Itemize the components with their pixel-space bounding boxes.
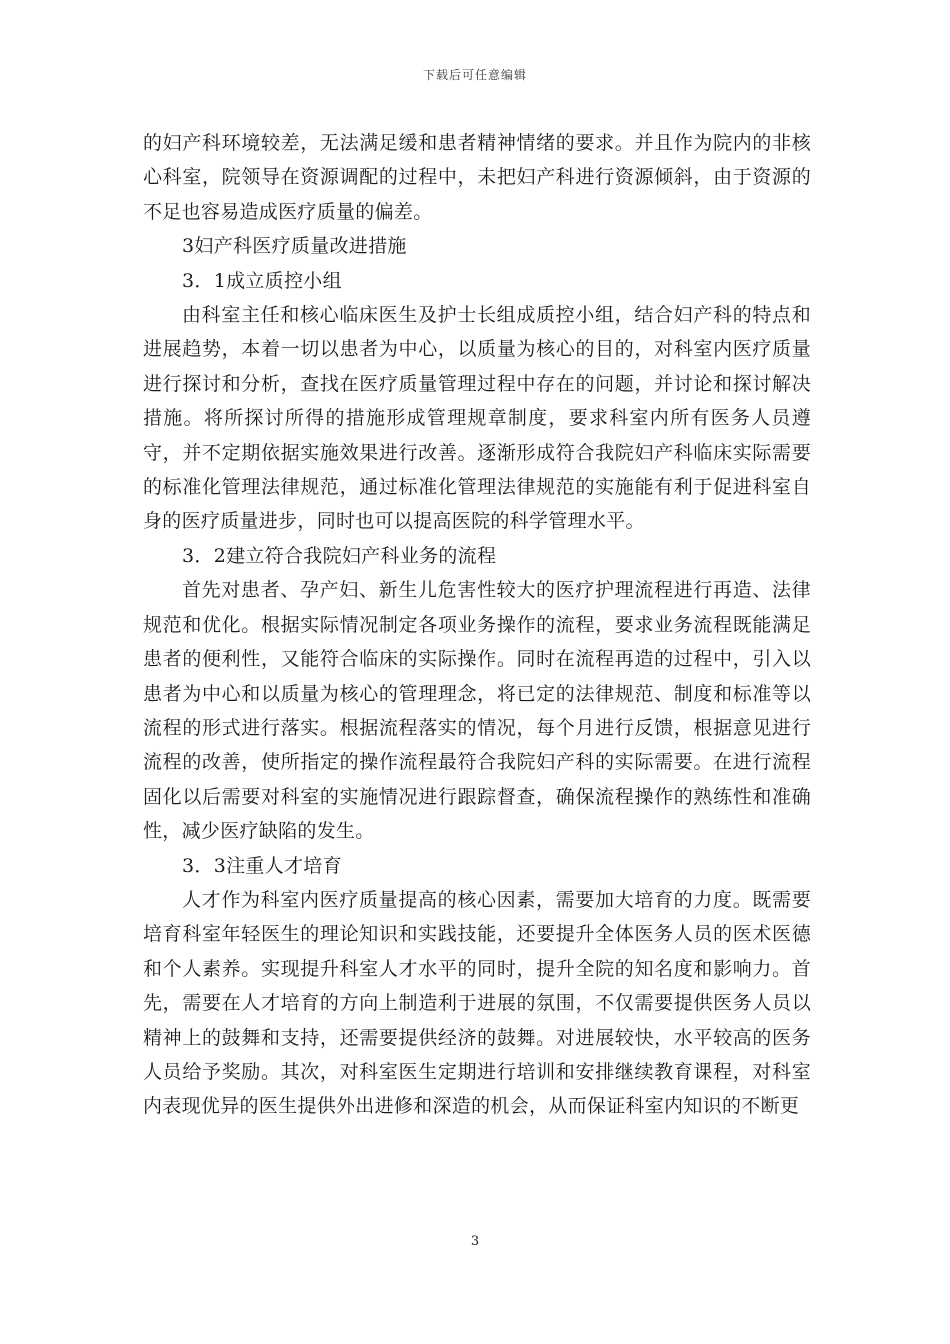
- subsection-heading-3-2: 3．2建立符合我院妇产科业务的流程: [182, 544, 497, 567]
- paragraph-workflow: 首先对患者、孕产妇、新生儿危害性较大的医疗护理流程进行再造、法律规范和优化。根据实际情况制定各项业务操作的流程，要求业务流程既能满足患者的便利性，又能符合临床的实际操作。同时在流程再造的过程中，引入以患者为中心和以质量为核心的管理理念，将已定的法律规范、制度和标准等以流程的形式进行落实。根据流程落实的情况，每个月进行反馈，根据意见进行流程的改善，使所指定的操作流程最符合我院妇产科的实际需要。在进行流程固化以后需要对科室的实施情况进行跟踪督查，确保流程操作的熟练性和准确性，减少医疗缺陷的发生。: [143, 579, 811, 843]
- subsection-heading-3-3: 3．3注重人才培育: [182, 854, 342, 877]
- document-body: [143, 126, 811, 1124]
- paragraph-quality-control-team: 由科室主任和核心临床医生及护士长组成质控小组，结合妇产科的特点和进展趋势，本着一切以患者为中心，以质量为核心的目的，对科室内医疗质量进行探讨和分析，查找在医疗质量管理过程中存在的问题，并讨论和探讨解决措施。将所探讨所得的措施形成管理规章制度，要求科室内所有医务人员遵守，并不定期依据实施效果进行改善。逐渐形成符合我院妇产科临床实际需要的标准化管理法律规范，通过标准化管理法律规范的实施能有利于促进科室自身的医疗质量进步，同时也可以提高医院的科学管理水平。: [143, 304, 811, 533]
- subsection-heading-3-1: 3．1成立质控小组: [182, 269, 342, 292]
- page-header: 下载后可任意编辑: [422, 68, 527, 82]
- paragraph-talent-training: 人才作为科室内医疗质量提高的核心因素，需要加大培育的力度。既需要培育科室年轻医生的理论知识和实践技能，还要提升全体医务人员的医术医德和个人素养。实现提升科室人才水平的同时，提升全院的知名度和影响力。首先，需要在人才培育的方向上制造利于进展的氛围，不仅需要提供医务人员以精神上的鼓舞和支持，还需要提供经济的鼓舞。对进展较快，水平较高的医务人员给予奖励。其次，对科室医生定期进行培训和安排继续教育课程，对科室内表现优异的医生提供外出进修和深造的机会，从而保证科室内知识的不断更: [143, 888, 811, 1118]
- page-number: 3: [470, 1234, 480, 1249]
- section-heading-3: 3妇产科医疗质量改进措施: [182, 235, 407, 258]
- paragraph-continued: 的妇产科环境较差，无法满足缓和患者精神情绪的要求。并且作为院内的非核心科室，院领导在资源调配的过程中，未把妇产科进行资源倾斜，由于资源的不足也容易造成医疗质量的偏差。: [143, 132, 811, 223]
